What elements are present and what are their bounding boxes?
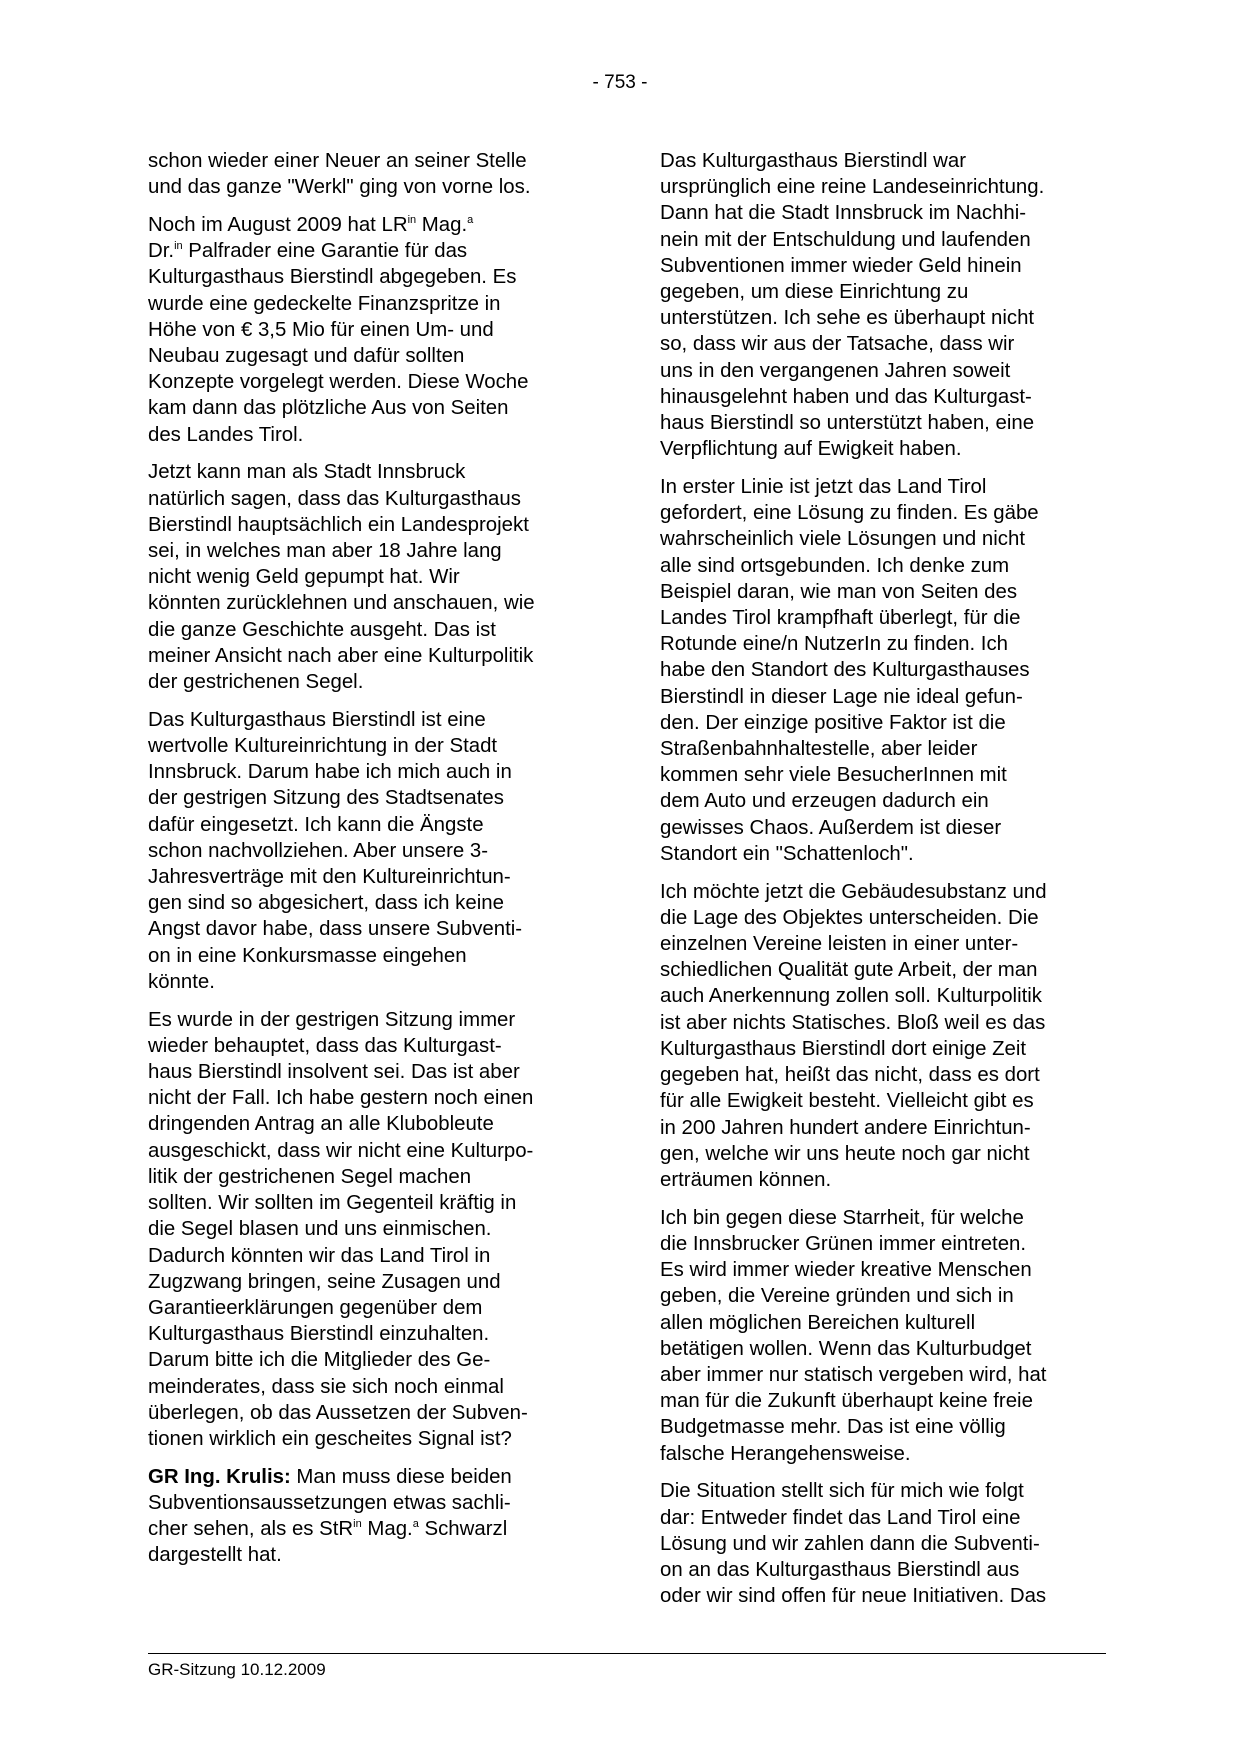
text-line: uns in den vergangenen Jahren soweit (660, 359, 1011, 382)
text-line: Neubau zugesagt und dafür sollten (148, 345, 465, 368)
paragraph (148, 212, 594, 448)
text-line: auch Anerkennung zollen soll. Kulturpolitik (660, 985, 1042, 1008)
text-line: wahrscheinlich viele Lösungen und nicht (660, 528, 1026, 551)
text-line: geben, die Vereine gründen und sich in (660, 1285, 1014, 1308)
text-line: Subventionen immer wieder Geld hinein (660, 254, 1022, 277)
text-line: hinausgelehnt haben und das Kulturgast- (660, 385, 1032, 408)
text-line: habe den Standort des Kulturgasthauses (660, 659, 1030, 682)
text-line: nein mit der Entschuldung und laufenden (660, 228, 1031, 251)
text-line: wurde eine gedeckelte Finanzspritze in (148, 292, 501, 315)
text-line: sei, in welches man aber 18 Jahre lang (148, 540, 502, 563)
text-line: Angst davor habe, dass unsere Subventi- (148, 918, 523, 941)
left-column (148, 148, 594, 1580)
text-line: Dr.$^{in}$ Palfrader eine Garantie für das (148, 240, 468, 263)
text-line: ursprünglich eine reine Landeseinrichtung. (660, 176, 1045, 199)
text-line: haus Bierstindl insolvent sei. Das ist aber (148, 1061, 520, 1084)
paragraph (660, 879, 1106, 1193)
text-line: ausgeschickt, dass wir nicht eine Kulturpo- (148, 1139, 534, 1162)
text-line: kam dann das plötzliche Aus von Seiten (148, 397, 509, 420)
text-line: Rotunde eine/n NutzerIn zu finden. Ich (660, 633, 1008, 656)
text-line: Kulturgasthaus Bierstindl dort einige Zeit (660, 1037, 1027, 1060)
text-line: Es wurde in der gestrigen Sitzung immer (148, 1008, 516, 1031)
text-line: die Segel blasen und uns einmischen. (148, 1218, 492, 1241)
text-line: Subventionsaussetzungen etwas sachli- (148, 1491, 511, 1514)
text-line: Budgetmasse mehr. Das ist eine völlig (660, 1416, 1006, 1439)
text-line: Höhe von € 3,5 Mio für einen Um- und (148, 318, 494, 341)
text-line: dringenden Antrag an alle Klubobleute (148, 1113, 494, 1136)
text-line: cher sehen, als es StR$^{in}$ Mag.$^a$ Schwarzl (148, 1518, 508, 1541)
text-line: Beispiel daran, wie man von Seiten des (660, 580, 1018, 603)
text-line: dargestellt hat. (148, 1544, 282, 1567)
text-line: Innsbruck. Darum habe ich mich auch in (148, 761, 512, 784)
paragraph (660, 148, 1106, 462)
text-line: gegeben, um diese Einrichtung zu (660, 281, 969, 304)
paragraph (148, 459, 594, 695)
paragraph (148, 707, 594, 995)
text-line: sollten. Wir sollten im Gegenteil kräftig in (148, 1192, 517, 1215)
text-line: einzelnen Vereine leisten in einer unter- (660, 933, 1019, 956)
text-line: für alle Ewigkeit besteht. Vielleicht gibt es (660, 1090, 1034, 1113)
text-line: gen sind so abgesichert, dass ich keine (148, 892, 504, 915)
text-line: könnte. (148, 970, 215, 993)
text-line: Jahresverträge mit den Kultureinrichtun- (148, 866, 511, 889)
text-line: alle sind ortsgebunden. Ich denke zum (660, 554, 1010, 577)
text-line: gen, welche wir uns heute noch gar nicht (660, 1142, 1030, 1165)
text-line: wertvolle Kultureinrichtung in der Stadt (148, 735, 498, 758)
text-line: In erster Linie ist jetzt das Land Tirol (660, 476, 987, 499)
text-line: meiner Ansicht nach aber eine Kulturpolitik (148, 644, 534, 667)
paragraph (148, 1464, 594, 1569)
text-line: überlegen, ob das Aussetzen der Subven- (148, 1401, 528, 1424)
page-number: - 753 - (592, 72, 648, 93)
text-line: Straßenbahnhaltestelle, aber leider (660, 738, 978, 761)
paragraph (148, 148, 594, 200)
text-line: und das ganze "Werkl" ging von vorne los. (148, 176, 531, 199)
text-line: on an das Kulturgasthaus Bierstindl aus (660, 1558, 1020, 1581)
text-line: Dadurch könnten wir das Land Tirol in (148, 1244, 491, 1267)
text-line: falsche Herangehensweise. (660, 1442, 911, 1465)
text-line: tionen wirklich ein gescheites Signal ist? (148, 1427, 512, 1450)
text-line: Es wird immer wieder kreative Menschen (660, 1259, 1032, 1282)
text-line: Ich bin gegen diese Starrheit, für welche (660, 1206, 1024, 1229)
text-line: litik der gestrichenen Segel machen (148, 1165, 472, 1188)
text-line: Standort ein "Schattenloch". (660, 842, 914, 865)
text-line: schon nachvollziehen. Aber unsere 3- (148, 839, 489, 862)
text-line: Die Situation stellt sich für mich wie folgt (660, 1480, 1024, 1503)
text-line: Kulturgasthaus Bierstindl einzuhalten. (148, 1323, 490, 1346)
text-line: natürlich sagen, dass das Kulturgasthaus (148, 487, 521, 510)
footer-rule (148, 1653, 1106, 1654)
text-line: Landes Tirol krampfhaft überlegt, für die (660, 607, 1021, 630)
text-line: Kulturgasthaus Bierstindl abgegeben. Es (148, 266, 517, 289)
text-line: Jetzt kann man als Stadt Innsbruck (148, 461, 466, 484)
right-column (660, 148, 1106, 1621)
text-line: Bierstindl in dieser Lage nie ideal gefun- (660, 685, 1023, 708)
text-line: unterstützen. Ich sehe es überhaupt nicht (660, 307, 1035, 330)
text-line: die Innsbrucker Grünen immer eintreten. (660, 1232, 1027, 1255)
text-line: dar: Entweder findet das Land Tirol eine (660, 1506, 1021, 1529)
text-line: gefordert, eine Lösung zu finden. Es gäbe (660, 502, 1039, 525)
text-line: meinderates, dass sie sich noch einmal (148, 1375, 504, 1398)
text-line: dafür eingesetzt. Ich kann die Ängste (148, 813, 484, 836)
text-line: den. Der einzige positive Faktor ist die (660, 711, 1006, 734)
text-line: schon wieder einer Neuer an seiner Stelle (148, 150, 527, 172)
text-line: Bierstindl hauptsächlich ein Landesprojekt (148, 513, 529, 536)
text-line: aber immer nur statisch vergeben wird, hat (660, 1363, 1047, 1386)
paragraph (660, 1205, 1106, 1467)
text-line: dem Auto und erzeugen dadurch ein (660, 790, 989, 813)
paragraph (660, 474, 1106, 867)
text-line: kommen sehr viele BesucherInnen mit (660, 764, 1007, 787)
text-line: betätigen wollen. Wenn das Kulturbudget (660, 1337, 1032, 1360)
text-line: nicht wenig Geld gepumpt hat. Wir (148, 566, 460, 589)
text-line: allen möglichen Bereichen kulturell (660, 1311, 976, 1334)
text-line: der gestrigen Sitzung des Stadtsenates (148, 787, 504, 810)
text-line: die ganze Geschichte ausgeht. Das ist (148, 618, 496, 641)
text-line: so, dass wir aus der Tatsache, dass wir (660, 333, 1015, 356)
text-line: gegeben hat, heißt das nicht, dass es dort (660, 1064, 1040, 1087)
text-line: wieder behauptet, dass das Kulturgast- (148, 1034, 502, 1057)
text-line: ist aber nichts Statisches. Bloß weil es das (660, 1011, 1046, 1034)
text-line: GR Ing. Krulis: Man muss diese beiden (148, 1465, 512, 1488)
text-line: schiedlichen Qualität gute Arbeit, der man (660, 959, 1038, 982)
paragraph (148, 1007, 594, 1452)
text-line: der gestrichenen Segel. (148, 671, 364, 694)
text-line: Darum bitte ich die Mitglieder des Ge- (148, 1349, 491, 1372)
text-line: in 200 Jahren hundert andere Einrichtun- (660, 1116, 1031, 1139)
text-line: Garantieerklärungen gegenüber dem (148, 1296, 483, 1319)
text-line: Zugzwang bringen, seine Zusagen und (148, 1270, 501, 1293)
text-line: oder wir sind offen für neue Initiativen. Das (660, 1585, 1047, 1608)
text-line: die Lage des Objektes unterscheiden. Die (660, 906, 1039, 929)
text-line: Ich möchte jetzt die Gebäudesubstanz und (660, 880, 1047, 903)
text-line: gewisses Chaos. Außerdem ist dieser (660, 816, 1002, 839)
text-line: erträumen können. (660, 1168, 832, 1191)
paragraph (660, 1478, 1106, 1609)
text-line: man für die Zukunft überhaupt keine freie (660, 1390, 1033, 1413)
text-line: haus Bierstindl so unterstützt haben, eine (660, 412, 1035, 435)
text-line: Konzepte vorgelegt werden. Diese Woche (148, 371, 529, 394)
text-line: könnten zurücklehnen und anschauen, wie (148, 592, 535, 615)
text-line: Verpflichtung auf Ewigkeit haben. (660, 438, 962, 461)
text-line: Das Kulturgasthaus Bierstindl ist eine (148, 708, 486, 731)
text-line: Das Kulturgasthaus Bierstindl war (660, 150, 966, 172)
footer-text: GR-Sitzung 10.12.2009 (148, 1660, 326, 1679)
text-line: Noch im August 2009 hat $LR^{in}$ Mag.$^a$ (148, 214, 474, 236)
text-line: nicht der Fall. Ich habe gestern noch einen (148, 1087, 534, 1110)
text-line: Dann hat die Stadt Innsbruck im Nachhi- (660, 202, 1027, 225)
text-line: Lösung und wir zahlen dann die Subventi- (660, 1532, 1040, 1555)
text-line: des Landes Tirol. (148, 423, 304, 446)
text-line: on in eine Konkursmasse eingehen (148, 944, 467, 967)
